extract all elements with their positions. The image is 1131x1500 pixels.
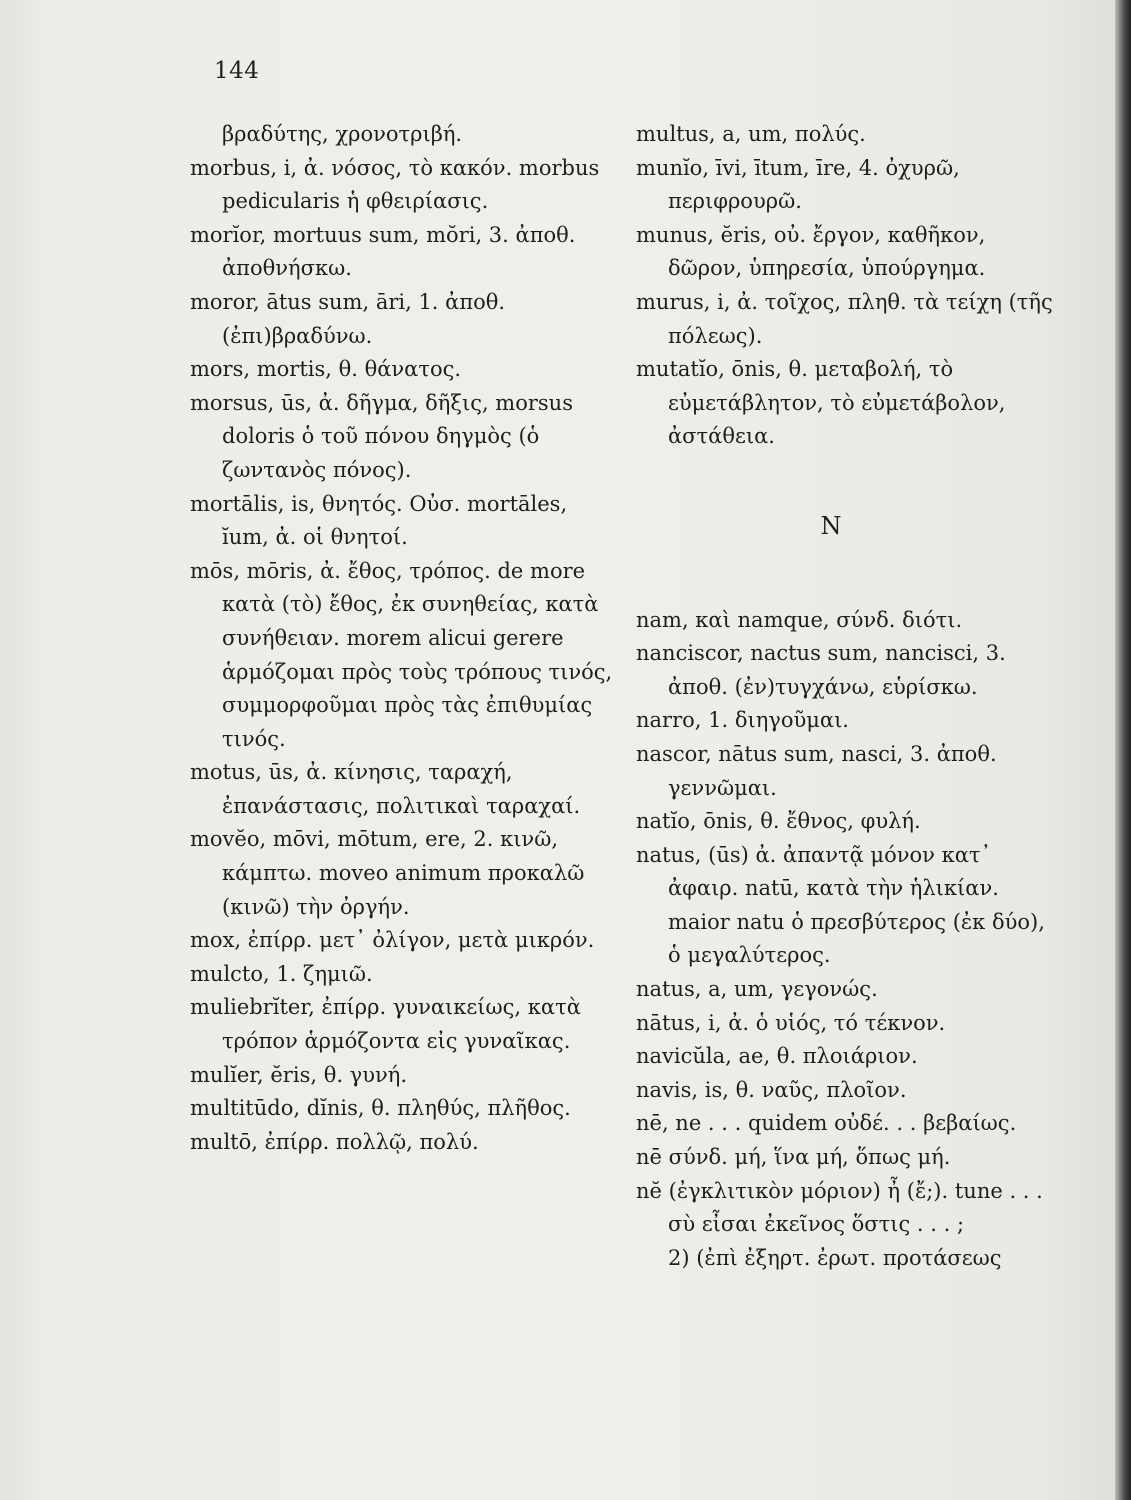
entry-moror: moror, ātus sum, āri, 1. ἀποθ. (ἐπι)βραδύνω.	[190, 289, 506, 348]
entry-nam: nam, καὶ namque, σύνδ. διότι.	[636, 607, 963, 632]
entry-ne-quidem: nē, ne . . . quidem οὐδέ. . . βεβαίως.	[636, 1111, 1017, 1136]
entry-nanciscor: nanciscor, nactus sum, nancisci, 3. ἀποθ. (ἐν)τυγχάνω, εὑρίσκω.	[636, 641, 1006, 699]
entry-mulier: mulĭer, ĕris, θ. γυνή.	[190, 1062, 408, 1087]
entry-munus: munus, ĕris, οὐ. ἔργον, καθῆκον, δῶρον, ὑπηρεσία, ὑπούργημα.	[636, 222, 986, 281]
entry-morsus: morsus, ūs, ἀ. δῆγμα, δῆξις, morsus doloris ὁ τοῦ πόνου δηγμὸς (ὁ ζωντανὸς πόνος).	[190, 390, 573, 482]
entry-nascor: nascor, nātus sum, nasci, 3. ἀποθ. γεννῶμαι.	[636, 741, 997, 800]
continuation-line: βραδύτης, χρονοτριβή.	[222, 122, 463, 146]
entry-mortalis: mortālis, is, θνητός. Οὐσ. mortāles, ĭum, ἀ. οἱ θνητοί.	[190, 491, 568, 550]
section-letter-heading: N	[820, 511, 842, 540]
entry-natus-adj: natus, a, um, γεγονώς.	[636, 977, 878, 1002]
entry-mos: mōs, mōris, ἀ. ἔθος, τρόπος. de more κατὰ (τὸ) ἔθος, ἐκ συνηθείας, κατὰ συνήθειαν. morem alicui gerere ἁρμόζομαι πρὸς τοὺς τρόπους τινός, συμμορφοῦμαι πρὸς τὰς ἐπιθυμίας τινός.	[190, 558, 613, 751]
entry-multo: multō, ἐπίρρ. πολλῷ, πολύ.	[190, 1129, 479, 1154]
entry-narro: narro, 1. διηγοῦμαι.	[636, 708, 849, 733]
entry-multus: multus, a, um, πολύς.	[636, 122, 866, 146]
trailing-line: 2) (ἐπὶ ἐξηρτ. ἐρωτ. προτάσεως	[668, 1245, 1002, 1270]
left-column	[190, 118, 620, 1159]
entry-morbus: morbus, i, ἀ. νόσος, τὸ κακόν. morbus pedicularis ἡ φθειρίασις.	[190, 155, 600, 214]
entry-ne-enclitic: nĕ (ἐγκλιτικὸν μόριον) ἦ (ἔ;). tune . . . σὺ εἶσαι ἐκεῖνος ὅστις . . . ;	[636, 1178, 1043, 1237]
entry-navicula: navicŭla, ae, θ. πλοιάριον.	[636, 1044, 918, 1069]
entry-murus: murus, i, ἀ. τοῖχος, πληθ. τὰ τείχη (τῆς πόλεως).	[636, 289, 1053, 348]
entry-mors: mors, mortis, θ. θάνατος.	[190, 357, 462, 382]
entry-natus-noun: natus, (ūs) ἀ. ἀπαντᾷ μόνον κατ᾽ ἀφαιρ. natū, κατὰ τὴν ἡλικίαν. maior natu ὁ πρεσβύτερος (ἐκ δύο), ὁ μεγαλύτερος.	[636, 842, 1045, 968]
entry-multitudo: multitūdo, dĭnis, θ. πληθύς, πλῆθος.	[190, 1096, 571, 1121]
entry-muliebriter: muliebrĭter, ἐπίρρ. γυναικείως, κατὰ τρόπον ἁρμόζοντα εἰς γυναῖκας.	[190, 995, 581, 1054]
entry-mulcto: mulcto, 1. ζημιῶ.	[190, 961, 373, 986]
entry-munio: munĭo, īvi, ītum, īre, 4. ὀχυρῶ, περιφρουρῶ.	[636, 155, 960, 214]
page-number: 144	[214, 58, 260, 84]
right-column	[636, 118, 1056, 1275]
entry-ne-conj: nē σύνδ. μή, ἵνα μή, ὅπως μή.	[636, 1145, 951, 1170]
entry-navis: navis, is, θ. ναῦς, πλοῖον.	[636, 1077, 907, 1102]
entry-natus-son: nātus, i, ἀ. ὁ υἱός, τό τέκνον.	[636, 1010, 946, 1035]
entry-natio: natĭo, ōnis, θ. ἔθνος, φυλή.	[636, 809, 921, 834]
page-edge-shadow	[1115, 0, 1131, 1500]
entry-morior: morĭor, mortuus sum, mŏri, 3. ἀποθ. ἀποθνήσκω.	[190, 222, 576, 281]
entry-mutatio: mutatĭo, ōnis, θ. μεταβολή, τὸ εὐμετάβλητον, τὸ εὐμετάβολον, ἀστάθεια.	[636, 357, 1006, 449]
entry-mox: mox, ἐπίρρ. μετ᾽ ὀλίγον, μετὰ μικρόν.	[190, 928, 595, 953]
entry-moveo: movĕo, mōvi, mōtum, ere, 2. κινῶ, κάμπτω. moveo animum προκαλῶ (κινῶ) τὴν ὀργήν.	[190, 827, 585, 919]
entry-motus: motus, ūs, ἀ. κίνησις, ταραχή, ἐπανάστασις, πολιτικαὶ ταραχαί.	[190, 760, 581, 818]
